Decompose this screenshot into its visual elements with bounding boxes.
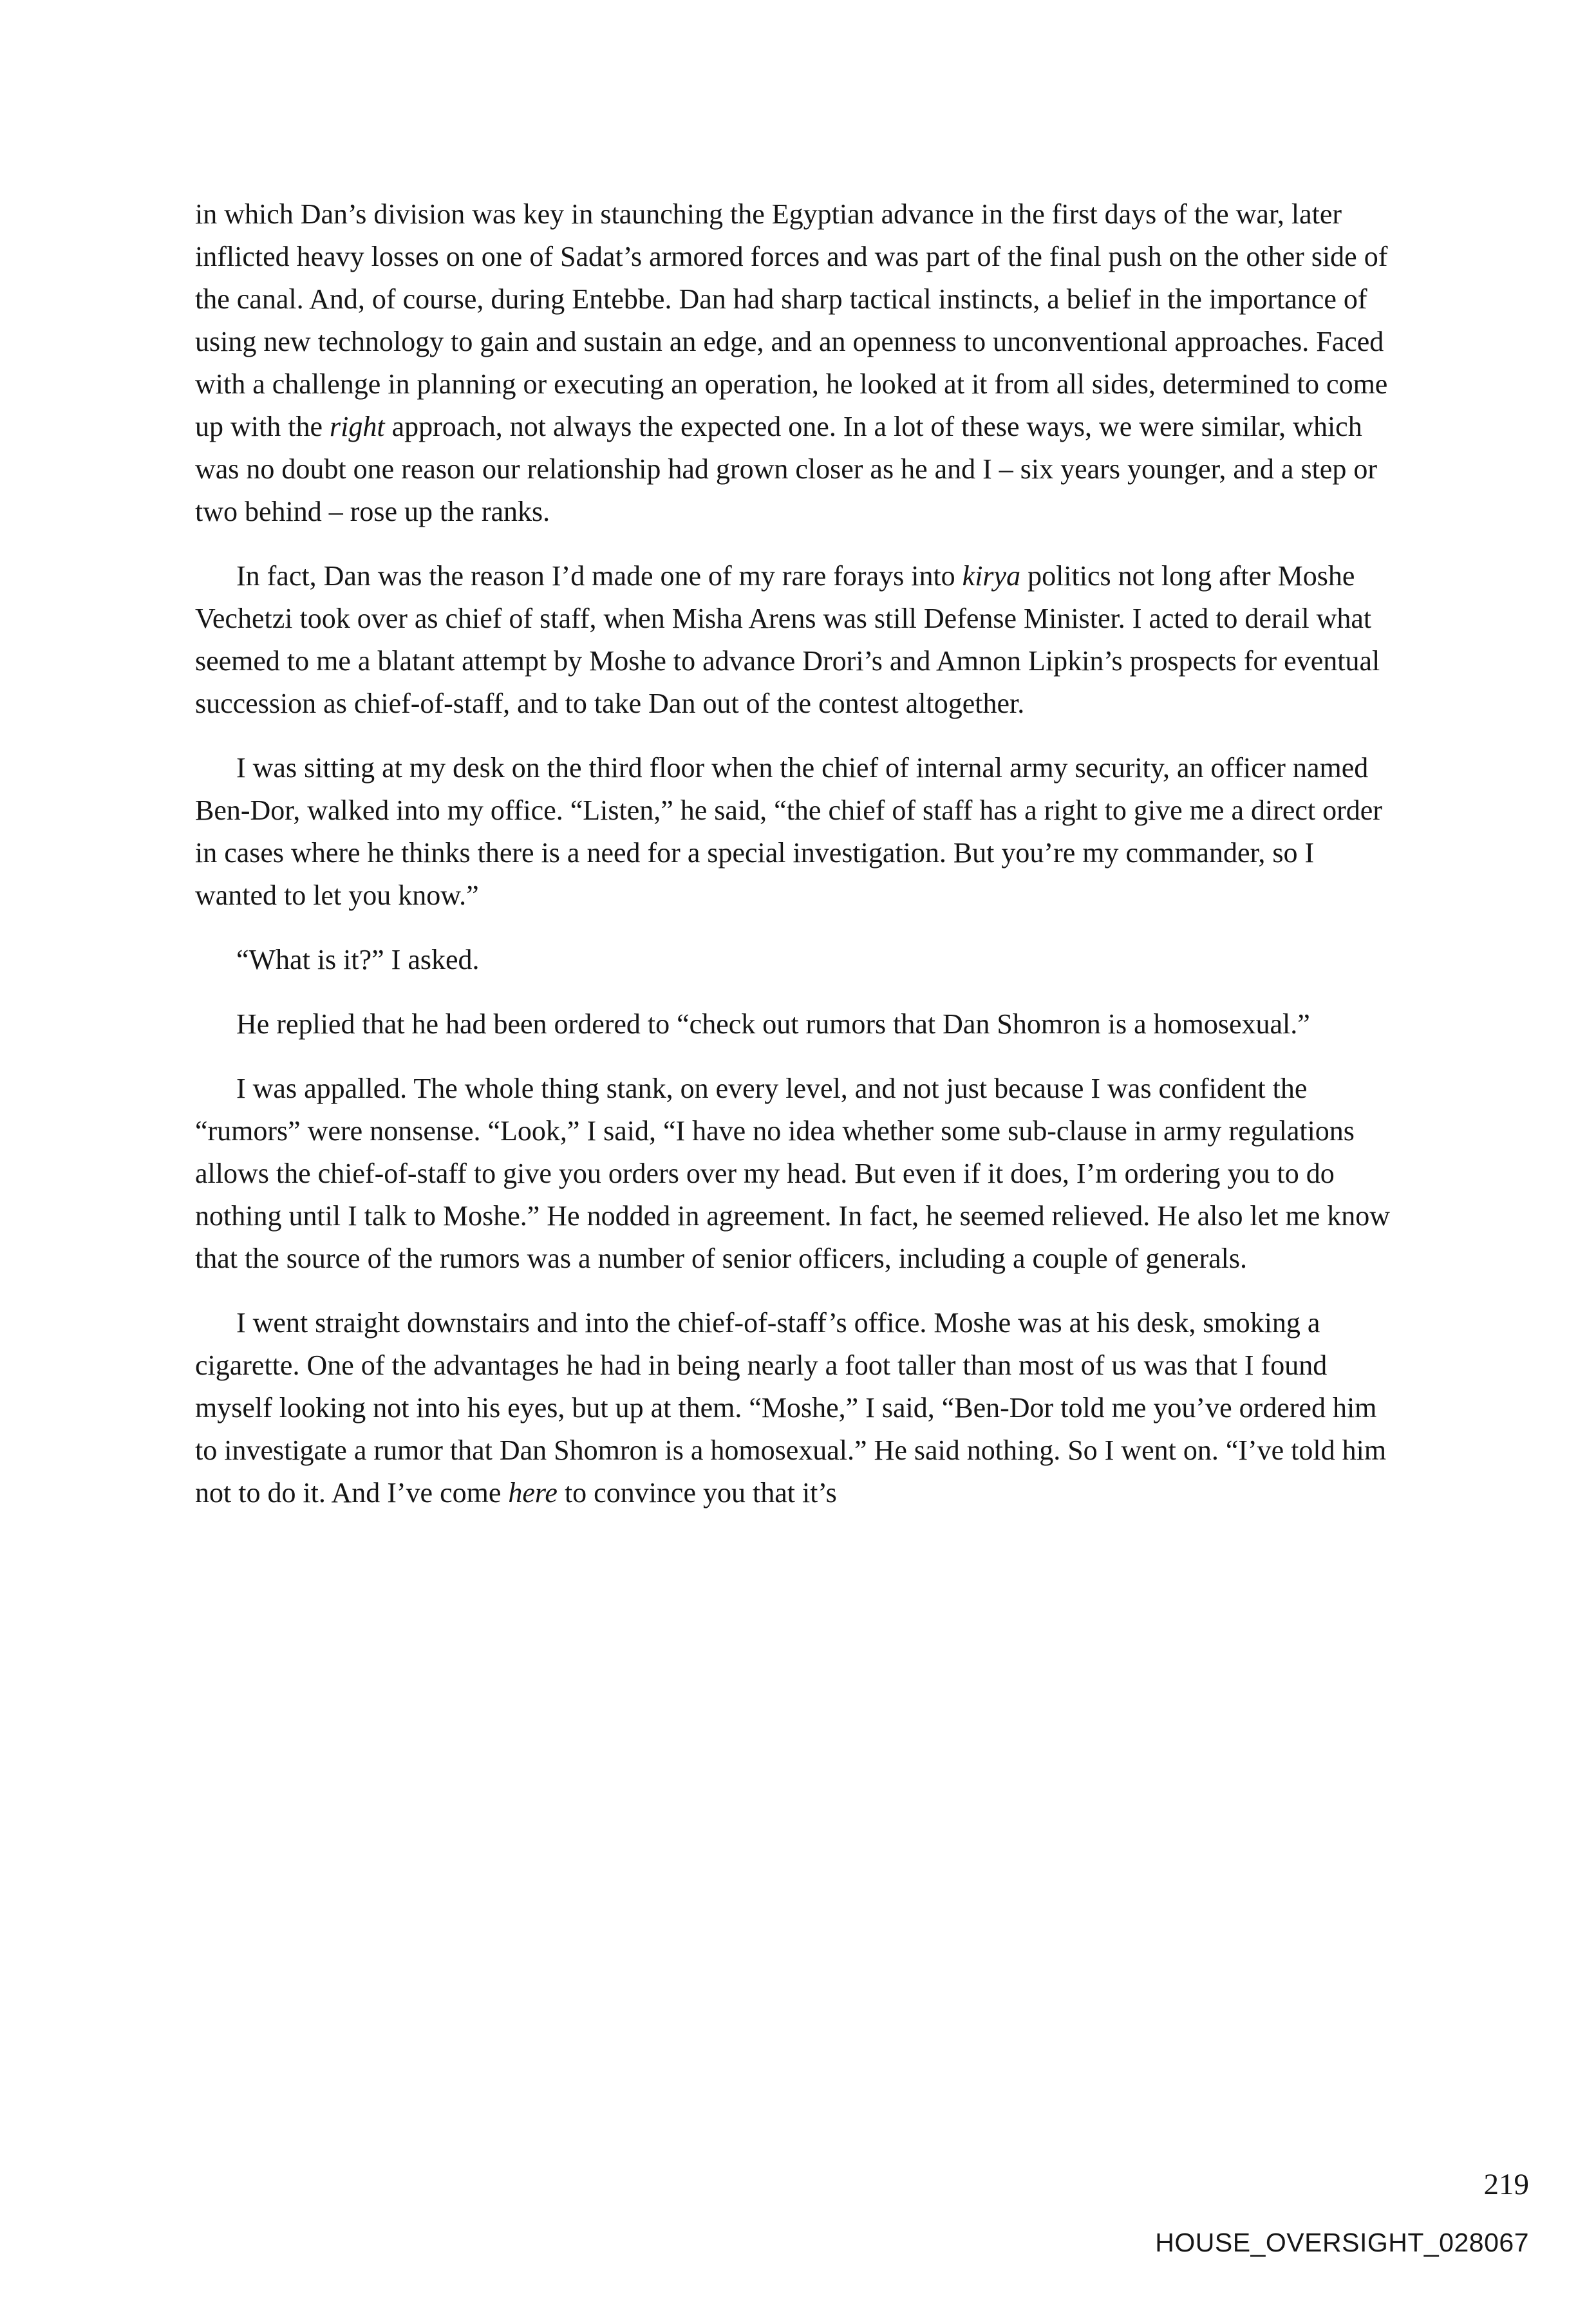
italic-text-run: kirya: [962, 560, 1021, 592]
text-run: He replied that he had been ordered to “check out rumors that Dan Shomron is a homosexual.”: [236, 1008, 1310, 1040]
page-number: 219: [1483, 2168, 1529, 2201]
italic-text-run: here: [508, 1477, 558, 1509]
paragraph: [195, 1003, 1398, 1046]
text-block: [195, 193, 1398, 1536]
text-run: I was sitting at my desk on the third floor when the chief of internal army security, an officer named Ben-Dor, walked into my office. “Listen,” he said, “the chief of staff has a right to give me a direct order in cases where he thinks there is a need for a special investigation. But you’re my commander, so I wanted to let you know.”: [195, 752, 1382, 911]
text-run: In fact, Dan was the reason I’d made one of my rare forays into: [236, 560, 962, 592]
paragraph: [195, 747, 1398, 917]
italic-text-run: right: [329, 411, 385, 442]
text-run: I was appalled. The whole thing stank, on every level, and not just because I was confident the “rumors” were nonsense. “Look,” I said, “I have no idea whether some sub-clause in army regulations allows the chief-of-staff to give you orders over my head. But even if it does, I’m ordering you to do nothing until I talk to Moshe.” He nodded in agreement. In fact, he seemed relieved. He also let me know that the source of the rumors was a number of senior officers, including a couple of generals.: [195, 1073, 1390, 1274]
bates-number: HOUSE_OVERSIGHT_028067: [1155, 2228, 1529, 2257]
text-run: in which Dan’s division was key in staunching the Egyptian advance in the first days of the war, later inflicted heavy losses on one of Sadat’s armored forces and was part of the final push on the other side of the canal. And, of course, during Entebbe. Dan had sharp tactical instincts, a belief in the importance of using new technology to gain and sustain an edge, and an openness to unconventional approaches. Faced with a challenge in planning or executing an operation, he looked at it from all sides, determined to come up with the: [195, 198, 1388, 442]
text-run: “What is it?” I asked.: [236, 944, 480, 975]
paragraph: [195, 939, 1398, 981]
paragraph: [195, 1302, 1398, 1514]
text-run: approach, not always the expected one. In a lot of these ways, we were similar, which was no doubt one reason our relationship had grown closer as he and I – six years younger, and a step or two behind – rose up the ranks.: [195, 411, 1377, 527]
text-run: to convince you that it’s: [557, 1477, 837, 1509]
paragraph: [195, 1067, 1398, 1280]
paragraph: [195, 193, 1398, 533]
text-run: I went straight downstairs and into the chief-of-staff’s office. Moshe was at his desk, smoking a cigarette. One of the advantages he had in being nearly a foot taller than most of us was that I found myself looking not into his eyes, but up at them. “Moshe,” I said, “Ben-Dor told me you’ve ordered him to investigate a rumor that Dan Shomron is a homosexual.” He said nothing. So I went on. “I’ve told him not to do it. And I’ve come: [195, 1307, 1387, 1509]
paragraph: [195, 555, 1398, 725]
text-run: politics not long after Moshe Vechetzi took over as chief of staff, when Misha Arens was still Defense Minister. I acted to derail what seemed to me a blatant attempt by Moshe to advance Drori’s and Amnon Lipkin’s prospects for eventual succession as chief-of-staff, and to take Dan out of the contest altogether.: [195, 560, 1380, 719]
